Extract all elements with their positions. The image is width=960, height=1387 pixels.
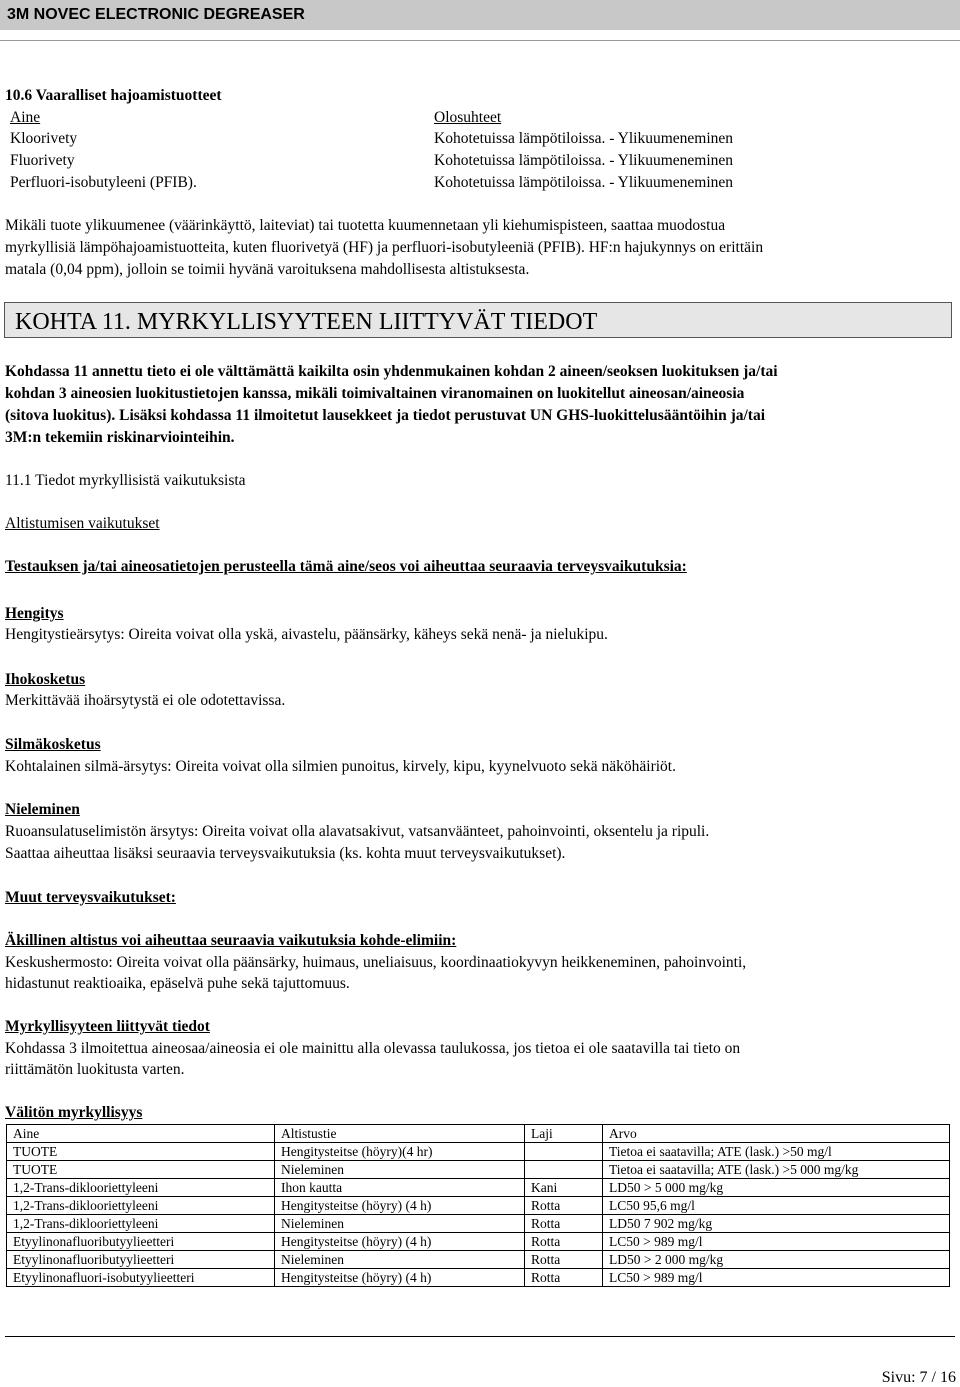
acute-exposure-text: hidastunut reaktioaika, epäselvä puhe sekä tajuttomuus. — [5, 975, 350, 992]
table-cell: Hengitysteitse (höyry) (4 h) — [275, 1269, 525, 1287]
table-cell: Hengitysteitse (höyry) (4 h) — [275, 1197, 525, 1215]
col-aine-header: Aine — [10, 109, 41, 126]
table-cell: LC50 > 989 mg/l — [603, 1233, 950, 1251]
table-cell: TUOTE — [7, 1143, 275, 1161]
ingestion-heading: Nieleminen — [5, 801, 80, 818]
table-cell: Hengitysteitse (höyry)(4 hr) — [275, 1143, 525, 1161]
table-row — [7, 1179, 950, 1197]
section-10-6-heading: 10.6 Vaaralliset hajoamistuotteet — [5, 87, 222, 104]
acute-exposure-text: Keskushermosto: Oireita voivat olla päänsärky, huimaus, uneliaisuus, koordinaatiokyvyn heikkeneminen, pahoinvointi, — [5, 954, 747, 971]
acute-toxicity-heading: Välitön myrkyllisyys — [5, 1104, 143, 1121]
table-cell: Rotta — [525, 1251, 603, 1269]
exposure-effects-heading: Altistumisen vaikutukset — [5, 515, 160, 532]
table-cell — [525, 1143, 603, 1161]
table-cell — [525, 1161, 603, 1179]
table-cell: Kani — [525, 1179, 603, 1197]
subsection-11-1-heading: 11.1 Tiedot myrkyllisistä vaikutuksista — [5, 472, 246, 489]
table-cell: Rotta — [525, 1215, 603, 1233]
table-cell: Nieleminen — [275, 1161, 525, 1179]
eye-contact-heading: Silmäkosketus — [5, 736, 101, 753]
table-cell: 1,2-Trans-diklooriettyleeni — [7, 1215, 275, 1233]
table-cell: Tietoa ei saatavilla; ATE (lask.) >5 000 mg/kg — [603, 1161, 950, 1179]
table-cell: Tietoa ei saatavilla; ATE (lask.) >50 mg/l — [603, 1143, 950, 1161]
section-11-intro-line: 3M:n tekemiin riskinarviointeihin. — [5, 429, 235, 446]
eye-contact-text: Kohtalainen silmä-ärsytys: Oireita voivat olla silmien punoitus, kirvely, kipu, kyynelvuoto sekä näköhäiriöt. — [5, 758, 676, 775]
table-row — [7, 1233, 950, 1251]
table-cell: Etyylinonafluoributyylieetteri — [7, 1233, 275, 1251]
table-cell: LD50 7 902 mg/kg — [603, 1215, 950, 1233]
table-row — [7, 1197, 950, 1215]
table-row — [7, 1161, 950, 1179]
toxicity-info-text: Kohdassa 3 ilmoitettua aineosaa/aineosia ei ole mainittu alla olevassa taulukossa, jos tietoa ei ole saatavilla tai tieto on — [5, 1040, 741, 1057]
hazard-condition: Kohotetuissa lämpötiloissa. - Ylikuumeneminen — [434, 152, 734, 169]
acute-toxicity-table — [6, 1124, 950, 1287]
hazard-substance: Fluorivety — [10, 152, 75, 169]
table-cell: Rotta — [525, 1269, 603, 1287]
section-11-title-box — [4, 302, 952, 338]
hazard-substance: Perfluori-isobutyleeni (PFIB). — [10, 174, 197, 191]
section-11-intro-line: Kohdassa 11 annettu tieto ei ole välttämättä kaikilta osin yhdenmukainen kohdan 2 aineen/seoksen luokituksen ja/tai — [5, 363, 778, 380]
hazard-condition: Kohotetuissa lämpötiloissa. - Ylikuumeneminen — [434, 130, 734, 147]
table-header-cell: Aine — [7, 1125, 275, 1143]
toxicity-info-text: riittämätön luokitusta varten. — [5, 1061, 185, 1078]
document-title: 3M NOVEC ELECTRONIC DEGREASER — [7, 6, 305, 23]
header-divider — [0, 40, 960, 41]
decomposition-note-line: Mikäli tuote ylikuumenee (väärinkäyttö, laiteviat) tai tuotetta kuumennetaan yli kiehumispisteen, saattaa muodostua — [5, 217, 726, 234]
section-11-intro-line: kohdan 3 aineosien luokitustietojen kanssa, mikäli toimivaltainen viranomainen on luokitellut aineosan/aineosia — [5, 385, 745, 402]
table-row — [7, 1269, 950, 1287]
table-cell: Rotta — [525, 1197, 603, 1215]
table-cell: Nieleminen — [275, 1251, 525, 1269]
table-header-cell: Laji — [525, 1125, 603, 1143]
table-row — [7, 1215, 950, 1233]
decomposition-note-line: myrkyllisiä lämpöhajoamistuotteita, kuten fluorivetyä (HF) ja perfluori-isobutyleeniä (PFIB). HF:n hajukynnys on erittäin — [5, 239, 764, 256]
other-effects-heading: Muut terveysvaikutukset: — [5, 889, 176, 906]
skin-contact-text: Merkittävää ihoärsytystä ei ole odotettavissa. — [5, 692, 286, 709]
inhalation-text: Hengitystieärsytys: Oireita voivat olla yskä, aivastelu, päänsärky, käheys sekä nenä- ja nielukipu. — [5, 626, 608, 643]
table-cell: LC50 > 989 mg/l — [603, 1269, 950, 1287]
table-header-cell: Arvo — [603, 1125, 950, 1143]
skin-contact-heading: Ihokosketus — [5, 671, 86, 688]
table-row — [7, 1251, 950, 1269]
hazard-condition: Kohotetuissa lämpötiloissa. - Ylikuumeneminen — [434, 174, 734, 191]
ingestion-text: Ruoansulatuselimistön ärsytys: Oireita voivat olla alavatsakivut, vatsanväänteet, pahoinvointi, oksentelu ja ripuli. — [5, 823, 710, 840]
decomposition-note-line: matala (0,04 ppm), jolloin se toimii hyvänä varoituksena mahdollisesta altistuksesta. — [5, 261, 530, 278]
table-cell: LD50 > 5 000 mg/kg — [603, 1179, 950, 1197]
table-cell: Nieleminen — [275, 1215, 525, 1233]
table-cell: Rotta — [525, 1233, 603, 1251]
table-header-cell: Altistustie — [275, 1125, 525, 1143]
table-cell: LD50 > 2 000 mg/kg — [603, 1251, 950, 1269]
ingestion-text: Saattaa aiheuttaa lisäksi seuraavia terveysvaikutuksia (ks. kohta muut terveysvaikutukset). — [5, 845, 566, 862]
page-number: Sivu: 7 / 16 — [881, 1369, 956, 1386]
acute-exposure-heading: Äkillinen altistus voi aiheuttaa seuraavia vaikutuksia kohde-elimiin: — [5, 932, 457, 949]
table-row — [7, 1143, 950, 1161]
testing-basis-heading: Testauksen ja/tai aineosatietojen perusteella tämä aine/seos voi aiheuttaa seuraavia terveysvaikutuksia: — [5, 558, 687, 575]
col-olosuhteet-header: Olosuhteet — [434, 109, 502, 126]
section-11-title: KOHTA 11. MYRKYLLISYYTEEN LIITTYVÄT TIEDOT — [15, 309, 598, 335]
table-cell: Hengitysteitse (höyry) (4 h) — [275, 1233, 525, 1251]
table-cell: 1,2-Trans-diklooriettyleeni — [7, 1197, 275, 1215]
table-header-row — [7, 1125, 950, 1143]
table-cell: Ihon kautta — [275, 1179, 525, 1197]
table-cell: 1,2-Trans-diklooriettyleeni — [7, 1179, 275, 1197]
hazard-substance: Kloorivety — [10, 130, 78, 147]
inhalation-heading: Hengitys — [5, 605, 64, 622]
toxicity-info-heading: Myrkyllisyyteen liittyvät tiedot — [5, 1018, 210, 1035]
section-11-intro-line: (sitova luokitus). Lisäksi kohdassa 11 ilmoitetut lausekkeet ja tiedot perustuvat UN GHS-luokittelusääntöihin ja/tai — [5, 407, 766, 424]
table-cell: LC50 95,6 mg/l — [603, 1197, 950, 1215]
table-cell: TUOTE — [7, 1161, 275, 1179]
table-cell: Etyylinonafluori-isobutyylieetteri — [7, 1269, 275, 1287]
table-cell: Etyylinonafluoributyylieetteri — [7, 1251, 275, 1269]
footer-divider — [5, 1336, 955, 1337]
